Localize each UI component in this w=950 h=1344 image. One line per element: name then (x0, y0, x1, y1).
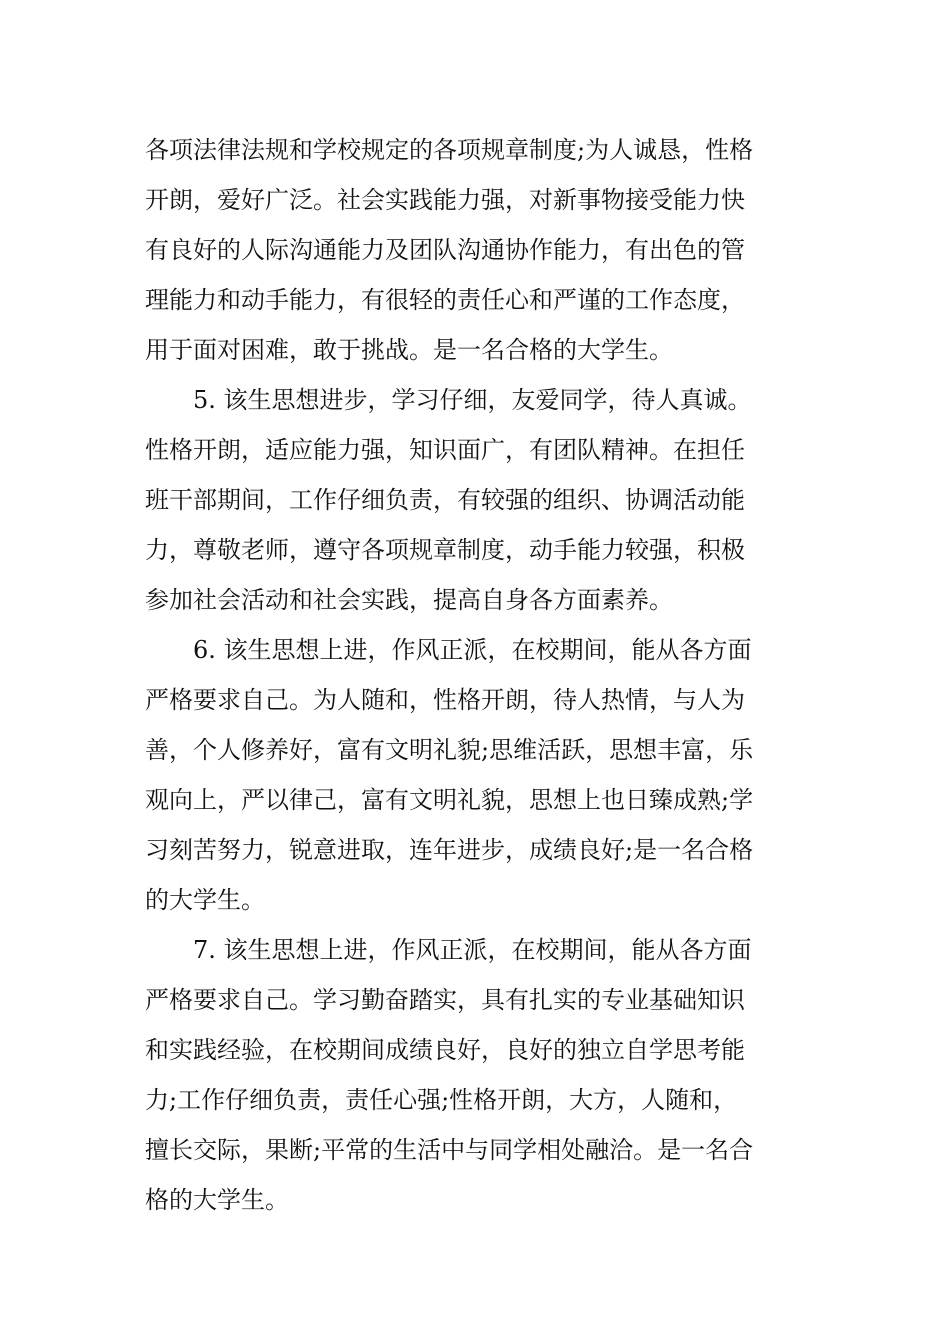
paragraph-7-start: 7. 该生思想上进，作风正派，在校期间，能从各方面 (193, 936, 752, 964)
text-line: 的大学生。 (145, 886, 265, 914)
text-line: 各项法律法规和学校规定的各项规章制度;为人诚恳，性格 (145, 136, 754, 164)
text-line: 性格开朗，适应能力强，知识面广，有团队精神。在担任 (145, 436, 745, 464)
text-line: 开朗，爱好广泛。社会实践能力强，对新事物接受能力快 (145, 186, 745, 214)
document-body (145, 125, 810, 1225)
text-line: 参加社会活动和社会实践，提高自身各方面素养。 (145, 586, 673, 614)
text-line: 理能力和动手能力，有很轻的责任心和严谨的工作态度， (145, 286, 745, 314)
text-line: 有良好的人际沟通能力及团队沟通协作能力，有出色的管 (145, 236, 745, 264)
text-line: 格的大学生。 (145, 1186, 289, 1214)
text-line: 严格要求自己。学习勤奋踏实，具有扎实的专业基础知识 (145, 986, 745, 1014)
text-line: 用于面对困难，敢于挑战。是一名合格的大学生。 (145, 336, 673, 364)
text-line: 力;工作仔细负责，责任心强;性格开朗，大方，人随和， (145, 1086, 738, 1114)
text-line: 和实践经验，在校期间成绩良好，良好的独立自学思考能 (145, 1036, 745, 1064)
text-line: 班干部期间，工作仔细负责，有较强的组织、协调活动能 (145, 486, 745, 514)
text-line: 观向上，严以律己，富有文明礼貌，思想上也日臻成熟;学 (145, 786, 754, 814)
text-line: 擅长交际，果断;平常的生活中与同学相处融洽。是一名合 (145, 1136, 754, 1164)
paragraph-6-start: 6. 该生思想上进，作风正派，在校期间，能从各方面 (193, 636, 752, 664)
text-line: 习刻苦努力，锐意进取，连年进步，成绩良好;是一名合格 (145, 836, 754, 864)
text-line: 力，尊敬老师，遵守各项规章制度，动手能力较强，积极 (145, 536, 745, 564)
text-line: 善，个人修养好，富有文明礼貌;思维活跃，思想丰富，乐 (145, 736, 754, 764)
text-line: 严格要求自己。为人随和，性格开朗，待人热情，与人为 (145, 686, 745, 714)
paragraph-5-start: 5. 该生思想进步，学习仔细，友爱同学，待人真诚。 (193, 386, 752, 414)
